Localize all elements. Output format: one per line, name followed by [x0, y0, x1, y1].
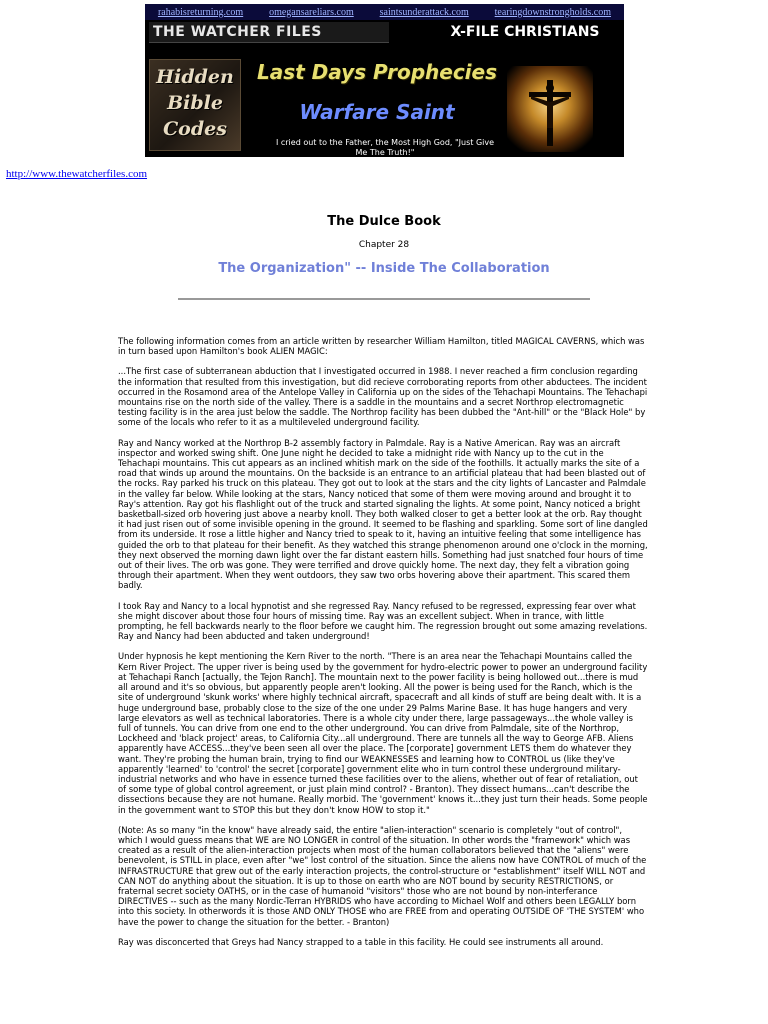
banner-link-rahab[interactable]: rahabisreturning.com [157, 6, 244, 18]
banner-xfile-christians-title[interactable]: X-FILE CHRISTIANS [450, 24, 600, 40]
warfare-saint-link[interactable]: Warfare Saint [299, 100, 455, 124]
banner-link-strongholds[interactable]: tearingdownstrongholds.com [494, 6, 612, 18]
hidden-codes-word: Codes [163, 118, 227, 140]
paragraph: Ray was disconcerted that Greys had Nancy strapped to a table in this facility. He could see instruments all around. [118, 936, 604, 947]
article-body [118, 336, 648, 957]
chapter-subtitle: The Organization" -- Inside The Collaboration [218, 261, 550, 276]
crucifix-icon [507, 66, 593, 152]
hidden-bible-codes-logo[interactable] [149, 59, 241, 151]
banner-watcher-files-title[interactable]: THE WATCHER FILES [149, 22, 389, 43]
banner-link-saints[interactable]: saintsunderattack.com [379, 6, 469, 18]
paragraph: (Note: As so many "in the know" have already said, the entire "alien-interaction" scenario is completely "out of control", which I would guess means that WE are NO LONGER in control of the situation. In other words the "framework" which was created as a result of the alien-interaction projects when most of the human collaborators believed that the "aliens" were benevolent, is STILL in place, even after "we" lost control of the situation. Since the aliens now have CONTROL of much of the INFRASTRUCTURE that grew out of the early interaction projects, the control-structure or "establishment" itself WILL NOT and CAN NOT do anything about the situation. It is up to those on earth who are NOT bound by security RESTRICTIONS, or fraternal secret society OATHS, or in the case of humanoid "visitors" those who are not bound by non-interferance DIRECTIVES -- such as the many Nordic-Terran HYBRIDS who have according to Michael Wolf and others been LEGALLY born into this society. In otherwords it is those AND ONLY THOSE who are FREE from and operating OUTSIDE OF 'THE SYSTEM' who have the power to change the situation for the better. - Branton) [118, 824, 647, 927]
chapter-label: Chapter 28 [358, 240, 410, 250]
paragraph: I took Ray and Nancy to a local hypnotist and she regressed Ray. Nancy refused to be regressed, expressing fear over what she might discover about those four hours of missing time. Ray was an excellent subject. When in trance, with little prompting, he fell backwards nearly to the floor before we caught him. The regression brought out some amazing revelations. Ray and Nancy had been abducted and taken underground! [118, 600, 648, 642]
paragraph: Ray and Nancy worked at the Northrop B-2 assembly factory in Palmdale. Ray is a Native American. Ray was an aircraft inspector and worked swing shift. One June night he decided to take a midnight ride with Nancy up to the cut in the Tehachapi mountains. This cut appears as an inclined whitish mark on the side of the foothills. It actually marks the site of a road that winds up around the mountains. On the backside is an entrance to an artificial plateau that had been blasted out of the rocks. Ray parked his truck on this plateau. They got out to look at the stars and the city lights of Lancaster and Palmdale in the valley far below. While looking at the stars, Nancy noticed that some of them were moving around and brought it to Ray's attention. Ray got his flashlight out of the truck and started signaling the lights. At some point, Nancy noticed a bright basketball-sized orb hovering just above a nearby knoll. They both walked closer to get a better look at the orb. Ray thought it had just risen out of some invisible opening in the ground. It seemed to be flashing and sparkling. Some sort of line dangled from its underside. It rose a little higher and Nancy tried to speak to it, having an intuitive feeling that some intelligence has guided the orb to that plateau for their benefit. As they watched this strange phenomenon around one o'clock in the morning, they next observed the morning dawn light over the far distant eastern hills. Something had just snatched four hours of time out of their lives. The orb was gone. They were terrified and drove quickly home. The next day, they felt a vibration going through their apartment. When they went outdoors, they saw two orbs hovering above their apartment. This scared them badly. [118, 437, 648, 591]
paragraph: ...The first case of subterranean abduction that I investigated occurred in 1988. I never reached a firm conclusion regarding the information that resulted from this investigation, but did recieve corroborating reports from other abductees. The incident occurred in the Rosamond area of the Antelope Valley in California up on the sides of the Tehachapi Mountains. The Tehachapi mountains rise on the north side of the valley. There is a saddle in the mountains and a secret Northrop electromagnetic testing facility is in the area just below the saddle. The Northrop facility has been dubbed the "Ant-hill" or the "Black Hole" by some of the locals who refer to it as a multileveled underground facility. [118, 366, 648, 428]
paragraph: The following information comes from an article written by researcher William Hamilton, titled MAGICAL CAVERNS, which was in turn based upon Hamilton's book ALIEN MAGIC: [118, 336, 645, 357]
book-title: The Dulce Book [327, 214, 441, 229]
site-url-link-container [6, 168, 147, 180]
crucifix-image [507, 66, 593, 152]
hidden-codes-word: Bible [167, 92, 223, 114]
banner-quote: I cried out to the Father, the Most High God, "Just Give Me The Truth!" [275, 138, 495, 157]
banner-link-omegans[interactable]: omegansareliars.com [269, 6, 354, 18]
site-url-link[interactable]: http://www.thewatcherfiles.com [6, 168, 148, 180]
paragraph: Under hypnosis he kept mentioning the Kern River to the north. "There is an area near the Tehachapi Mountains called the Kern River Project. The upper river is being used by the government for hydro-electric power to power an underground facility at Tehachapi Ranch [actually, the Tejon Ranch]. The mountain next to the power facility is being hollowed out...there is mud all around and it's so obvious, but apparently people aren't looking. All the power is being used for the Ranch, which is the site of underground 'skunk works' where highly technical aircraft, spacecraft and all kinds of stuff are being dealt with. It is a huge underground base, probably close to the size of the one under 29 Palms Marine Base. It has huge hangers and very large elevators as well as technical laboratories. There is a whole city under there, large passageways...the whole valley is full of tunnels. You can drive from one end to the other underground. You can drive from Palmdale, site of the Northrop, Lockheed and 'black project' areas, to California City...all underground. There are tunnels all the way to George AFB. Aliens apparently have ACCESS...they've been seen all over the place. The [corporate] government LETS them do whatever they want. They're probing the human brain, trying to find our WEAKNESSES and learning how to CONTROL us (like they've apparently 'learned' to 'control' the secret [corporate] government elite who in turn control these underground military-industrial networks and who have in essence turned these facilities over to the aliens, whether out of fear of retaliation, out of some type of global control agreement, or just plain mind control? - Branton). They dissect humans...can't describe the dissections because they are not humane. Really morbid. The 'government' knows it...they just turn their heads. Some people in the government want to STOP this but they don't know HOW to stop it." [118, 651, 648, 815]
last-days-prophecies-link[interactable]: Last Days Prophecies [257, 60, 497, 84]
site-banner [145, 4, 624, 157]
banner-links [145, 4, 624, 20]
hidden-codes-word: Hidden [156, 66, 234, 88]
divider [178, 298, 590, 300]
